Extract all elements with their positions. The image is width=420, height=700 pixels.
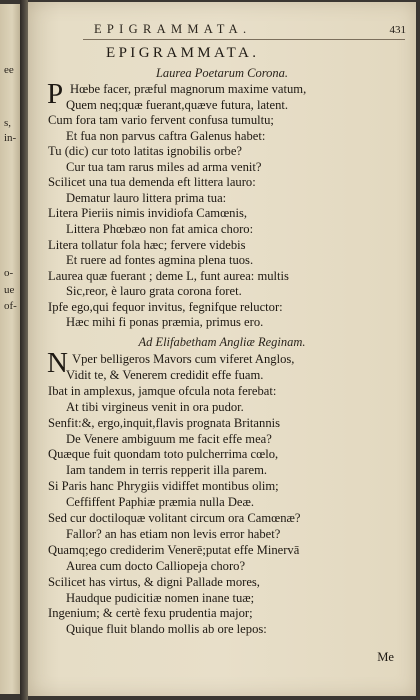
poem1-line: Quem neq;quæ fuerant,quæve futura, latent. (66, 97, 289, 112)
poem1-line: Cum fora tam vario fervent confusa tumultu; (48, 113, 274, 128)
left-page-edge (0, 4, 20, 694)
poem2-line: Sed cur doctiloquæ volitant circum ora Camœnæ? (48, 511, 301, 525)
section-title: EPIGRAMMATA. (106, 45, 260, 61)
poem2-line: Si Paris hanc Phrygiis vidiffet montibus olim; (48, 479, 279, 494)
poem2-line: Fallor? an has etiam non levis error habet? (66, 526, 281, 541)
margin-fragment: ee (4, 64, 14, 76)
poem2-line: Quamq;ego crediderim Venerē;putat effe Minervā (48, 542, 300, 557)
poem1-line: Hæc mihi fi ponas præmia, primus ero. (66, 315, 264, 330)
poem2-line: Vidit te, & Venerem credidit effe fuam. (66, 367, 264, 382)
poem1-line: Litera Pieriis nimis invidiofa Camœnis, (48, 206, 248, 221)
poem1-line: Dematur lauro littera prima tua: (66, 190, 227, 205)
poem1-line: Ipfe ego,qui fequor invitus, fegnifque reluctor: (48, 299, 283, 314)
poem1-line: Hœbe facer, præful magnorum maxime vatum, (70, 82, 307, 96)
poem2-line: Iam tandem in terris repperit illa parem. (66, 463, 268, 478)
poem1-line: Cur tua tam rarus miles ad arma venit? (66, 159, 262, 174)
running-head: EPIGRAMMATA. (94, 22, 252, 36)
margin-fragment: in- (4, 132, 17, 144)
margin-fragment: of- (4, 300, 17, 312)
poem1-line: Littera Phœbæo non fat amica choro: (66, 221, 254, 236)
poem2-subtitle: Ad Elifabetham Angliæ Reginam. (138, 335, 306, 349)
margin-fragment: ue (4, 284, 15, 296)
poem1-line: Scilicet una tua demenda eft littera lauro: (48, 175, 256, 190)
poem2-line: Haudque pudicitiæ nomen inane tuæ; (66, 590, 255, 605)
poem2-line: Aurea cum docto Calliopeja choro? (66, 558, 246, 573)
margin-fragment: o- (4, 267, 14, 279)
poem1-subtitle: Laurea Poetarum Corona. (155, 66, 289, 80)
poem2-line: De Venere ambiguum me facit effe mea? (66, 431, 272, 446)
poem1-line: Et fua non parvus caftra Galenus habet: (66, 128, 266, 143)
poem2-line: Vper belligeros Mavors cum viferet Anglos, (72, 352, 295, 366)
poem1-line: Et ruere ad fontes agmina plena tuos. (66, 253, 254, 268)
poem2-line: Ceffiffent Paphiæ præmia nulla Deæ. (66, 495, 255, 510)
poem2-line: Scilicet has virtus, & digni Pallade mores, (48, 574, 260, 589)
margin-fragment: s, (4, 117, 12, 129)
page-number: 431 (389, 24, 406, 36)
head-rule (83, 39, 405, 40)
right-page (28, 2, 416, 696)
poem1-line: Sic,reor, è lauro grata corona foret. (66, 284, 242, 299)
poem2-dropcap: N (47, 347, 68, 379)
poem2-line: Ingenium; & certè fexu prudentia major; (48, 606, 253, 621)
poem1-line: Tu (dic) cur toto latitas ignobilis orbe? (48, 144, 243, 159)
poem2-line: Senfit:&, ergo,inquit,flavis prognata Britannis (48, 415, 281, 430)
poem1-dropcap: P (47, 78, 64, 110)
poem2-line: Ibat in amplexus, jamque ofcula nota ferebat: (48, 383, 277, 398)
poem1-line: Laurea quæ fuerant ; deme L, funt aurea: multis (48, 268, 289, 283)
poem2-line: Quæque fuit quondam toto pulcherrima cœlo, (48, 447, 279, 462)
poem2-line: At tibi virgineus venit in ora pudor. (66, 399, 244, 414)
poem2-line: Quique fluit blando mollis ab ore lepos: (66, 622, 267, 637)
book-gutter (20, 0, 28, 700)
catchword: Me (377, 650, 394, 664)
poem1-line: Litera tollatur fola hæc; fervere videbis (48, 237, 246, 252)
